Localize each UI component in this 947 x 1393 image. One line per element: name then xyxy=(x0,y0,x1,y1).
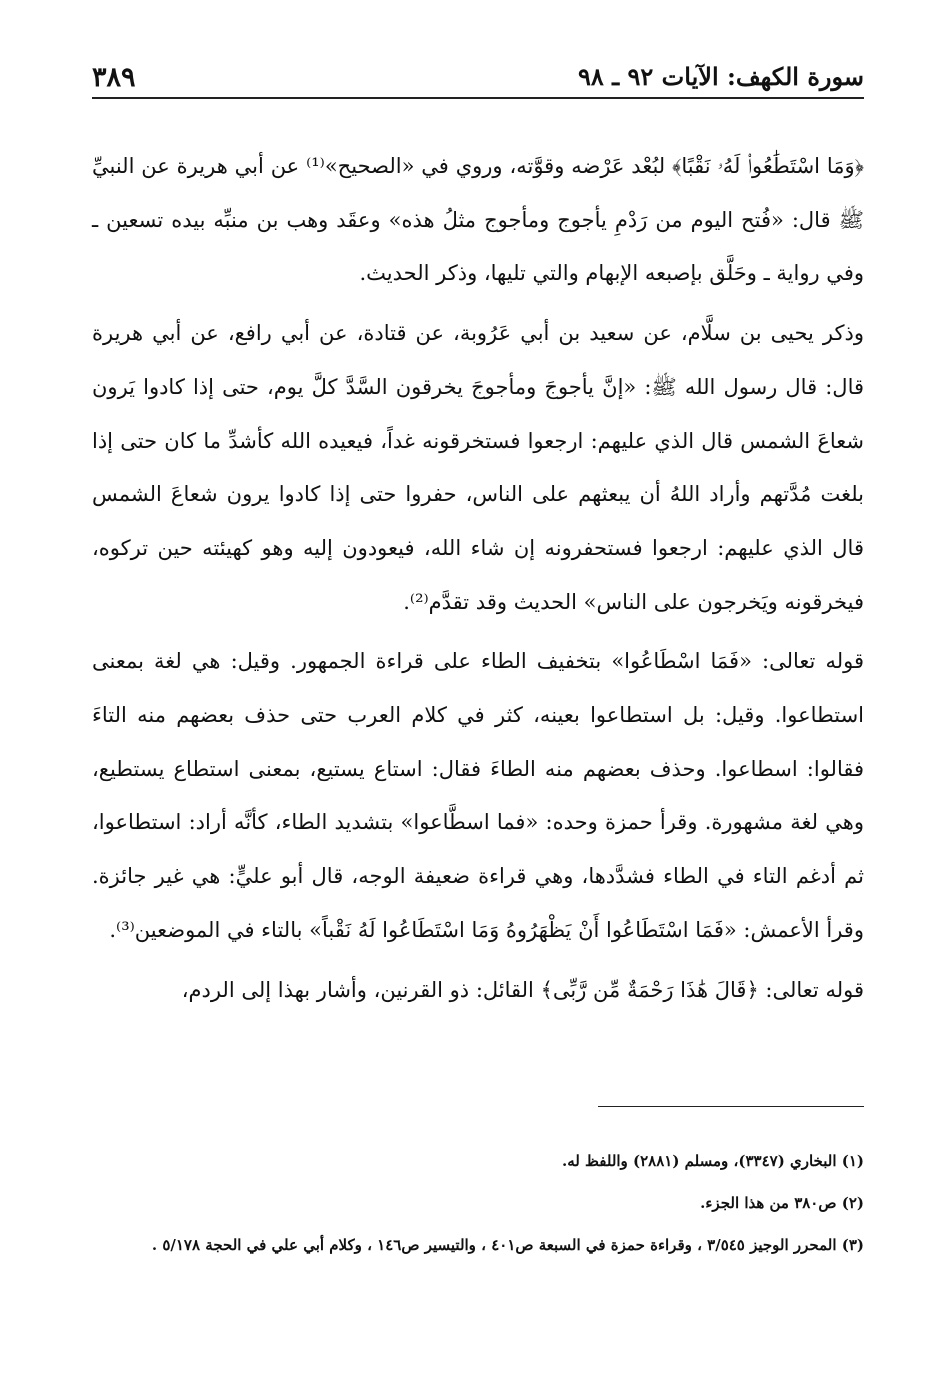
footnote-3: (٣) المحرر الوجيز ٣/٥٤٥ ، وقراءة حمزة في السبعة ص٤٠١ ، والتيسير ص١٤٦ ، وكلام أبي علي في الحجة ٥/١٧٨ . xyxy=(151,1236,864,1254)
main-text xyxy=(92,140,864,1017)
paragraph-1: ﴿وَمَا اسْتَطَٰعُوا۟ لَهُۥ نَقْبًا﴾ لبُعْد عَرْضه وقوَّته، وروي في «الصحيح»⁽¹⁾ عن أبي هريرة عن النبيِّ ﷺ قال: «فُتح اليوم من رَدْمِ يأجوج ومأجوج مثلُ هذه» وعقَد وهب بن منبِّه بيده تسعين ـ وفي رواية ـ وحَلَّق بإصبعه الإبهام والتي تليها، وذكر الحديث. xyxy=(92,154,864,286)
page-header xyxy=(92,62,864,96)
footnotes xyxy=(92,1140,864,1266)
header-divider xyxy=(92,97,864,99)
footnote-2: (٢) ص٣٨٠ من هذا الجزء. xyxy=(700,1194,864,1212)
footnote-1: (١) البخاري (٣٣٤٧)، ومسلم (٢٨٨١) واللفظ له. xyxy=(561,1152,864,1170)
page-number: ٣٨٩ xyxy=(92,62,136,93)
paragraph-4: قوله تعالى: ﴿قَالَ هَٰذَا رَحْمَةٌ مِّن رَّبِّى﴾ القائل: ذو القرنين، وأشار بهذا إلى الردم، xyxy=(181,977,864,1002)
paragraph-3: قوله تعالى: «فَمَا اسْطَاعُوا» بتخفيف الطاء على قراءة الجمهور. وقيل: هي لغة بمعنى استطاعوا. وقيل: بل استطاعوا بعينه، كثر في كلام العرب حتى حذف بعضهم منه التاءَ فقالوا: اسطاعوا. وحذف بعضهم منه الطاءَ فقال: استاع يستيع، بمعنى استطاع يستطيع، وهي لغة مشهورة. وقرأ حمزة وحده: «فما اسطَّاعوا» بتشديد الطاء، كأنَّه أراد: استطاعوا، ثم أدغم التاء في الطاء فشدَّدها، وهي قراءة ضعيفة الوجه، قال أبو عليٍّ: هي غير جائزة. وقرأ الأعمش: «فَمَا اسْتَطَاعُوا أَنْ يَظْهَرُوهُ وَمَا اسْتَطَاعُوا لَهُ نَقْباً» بالتاء في الموضعين⁽³⁾. xyxy=(92,649,864,942)
paragraph-2: وذكر يحيى بن سلَّام، عن سعيد بن أبي عَرُوبة، عن قتادة، عن أبي رافع، عن أبي هريرة قال: قال رسول الله ﷺ: «إنَّ يأجوجَ ومأجوجَ يخرقون السَّدَّ كلَّ يوم، حتى إذا كادوا يَرون شعاعَ الشمس قال الذي عليهم: ارجعوا فستخرقونه غداً، فيعيده الله كأشدِّ ما كان حتى إذا بلغت مُدَّتهم وأراد اللهُ أن يبعثهم على الناس، حفروا حتى إذا كادوا يرون شعاعَ الشمس قال الذي عليهم: ارجعوا فستحفرونه إن شاء الله، فيعودون إليه وهو كهيئته حين تركوه، فيخرقونه ويَخرجون على الناس» الحديث وقد تقدَّم⁽²⁾. xyxy=(92,321,864,614)
running-title: سورة الكهف: الآيات ٩٢ ـ ٩٨ xyxy=(578,62,864,91)
footnote-divider xyxy=(598,1106,864,1107)
